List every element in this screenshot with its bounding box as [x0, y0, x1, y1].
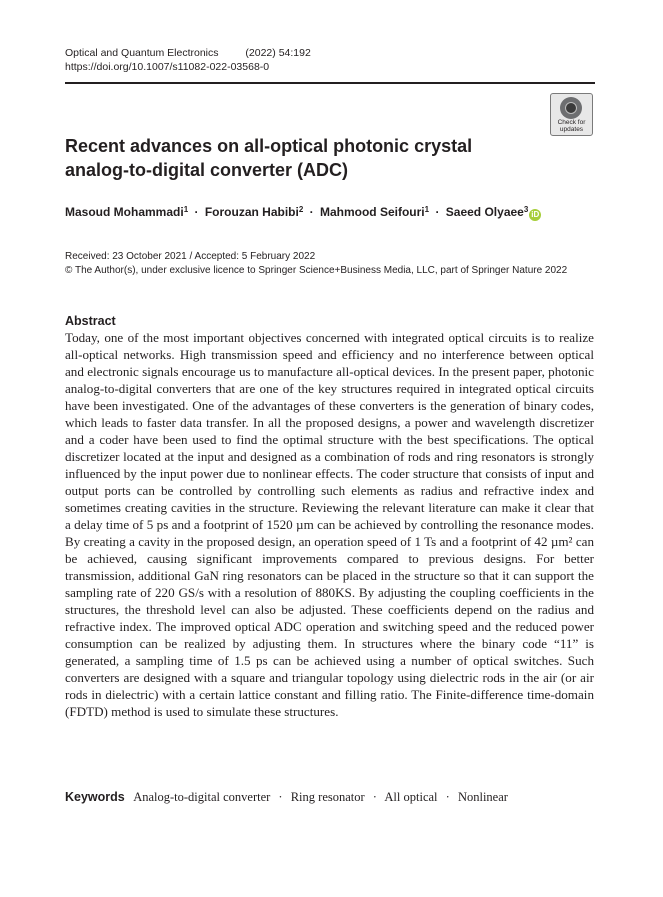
- author-separator: ·: [435, 205, 440, 219]
- author-separator: ·: [309, 205, 314, 219]
- check-for-updates-label: Check for updates: [557, 119, 586, 133]
- author-affiliation: 1: [183, 205, 189, 214]
- keyword-item: All optical: [384, 790, 438, 804]
- keyword-item: Nonlinear: [457, 790, 508, 804]
- author-name[interactable]: Forouzan Habibi: [204, 205, 299, 219]
- author-list: [65, 202, 541, 221]
- author-affiliation: 1: [424, 205, 430, 214]
- keywords-line: [65, 789, 508, 805]
- paper-title: Recent advances on all-optical photonic crystal analog-to-digital converter (ADC): [65, 136, 473, 180]
- abstract-body: Today, one of the most important objectives concerned with integrated optical circuits is to realize all-optical networks. High transmission speed and efficiency and no interference between optical and electronic signals encourage us to manufacture all-optical devices. In the present paper, photonic analog-to-digital converters that are one of the key structures required in integrated optical circuits have been investigated. One of the advantages of these converters is the generation of binary codes, which leads to faster data transfer. In all the proposed designs, a power and wavelength discretizer and a coder have been used to find the optimal structure with the best specifications. The optical discretizer located at the input and designed as a combination of rods and ring resonators is strongly influenced by the input power due to nonlinear effects. The coder structure that consists of input and output ports can be controlled by controlling such elements as radius and refractive index and sometimes creating cavities in the structure. Reviewing the relevant literature can make it clear that a delay time of 5 ps and a footprint of 1520 µm can be achieved by controlling the resonance modes. By creating a cavity in the proposed design, an operation speed of 1 Ts and a footprint of 42 µm² can be achieved, causing significant improvements compared to previous designs. For better transmission, additional GaN ring resonators can be placed in the structure so that it can support the sampling rate of 220 GS/s with a resolution of 880KS. By adjusting the coupling coefficients in the structures, the threshold level can also be adjusted. These coefficients depend on the radius and refractive index. The improved optical ADC operation and switching speed and the reduced power consumption can be realized by adjusting them. In structures where the binary code “11” is generated, a sampling time of 1.5 ps can be achieved using a number of optical switches. Such converters are designed with a square and triangular topology using dielectric rods in the air (or air rods in dielectric) with a certain lattice constant and filling ratio. The Finite-difference time-domain (FDTD) method is used to simulate these structures.: [65, 330, 594, 719]
- author-separator: ·: [194, 205, 199, 219]
- author-affiliation: 3: [523, 205, 529, 214]
- journal-volume: (2022) 54:192: [245, 47, 311, 59]
- keyword-separator: ·: [372, 790, 377, 804]
- header-divider: [65, 82, 595, 84]
- check-for-updates-icon: [560, 97, 582, 119]
- orcid-icon[interactable]: iD: [531, 210, 540, 219]
- doi-link[interactable]: https://doi.org/10.1007/s11082-022-03568-0: [65, 61, 270, 73]
- abstract-heading: Abstract: [65, 314, 116, 328]
- keyword-separator: ·: [278, 790, 283, 804]
- dates-line: Received: 23 October 2021 / Accepted: 5 February 2022: [65, 251, 316, 262]
- keywords-label: Keywords: [65, 790, 125, 804]
- keyword-item: Analog-to-digital converter: [133, 790, 271, 804]
- author-affiliation: 2: [298, 205, 304, 214]
- author-name[interactable]: Mahmood Seifouri: [319, 205, 425, 219]
- check-for-updates-button[interactable]: [550, 93, 593, 136]
- author-name[interactable]: Masoud Mohammadi: [65, 205, 184, 219]
- copyright-line: © The Author(s), under exclusive licence to Springer Science+Business Media, LLC, part of Springer Nature 2022: [65, 265, 568, 276]
- author-name[interactable]: Saeed Olyaee: [445, 205, 524, 219]
- journal-header: [65, 47, 311, 60]
- keyword-separator: ·: [445, 790, 450, 804]
- journal-name: Optical and Quantum Electronics: [65, 47, 219, 59]
- keyword-item: Ring resonator: [290, 790, 365, 804]
